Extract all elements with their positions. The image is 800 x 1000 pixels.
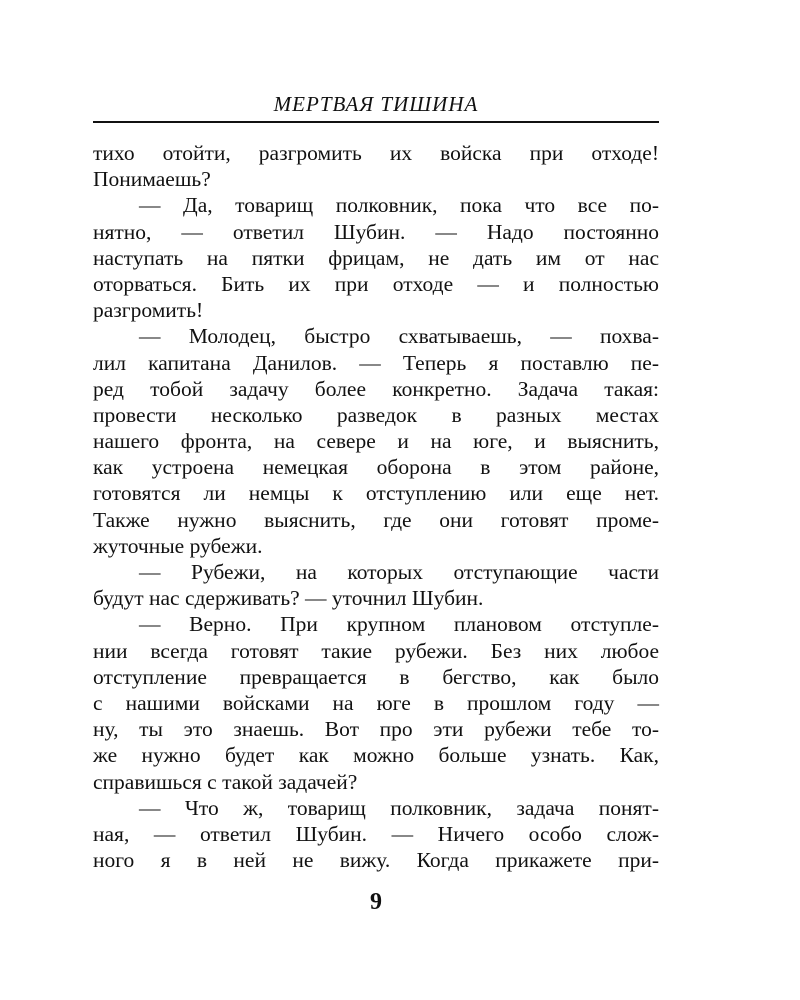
text-line: как устроена немецкая оборона в этом районе, xyxy=(93,455,659,480)
text-line: ного я в ней не вижу. Когда прикажете при- xyxy=(93,848,659,873)
text-line: тихо отойти, разгромить их войска при отходе! xyxy=(93,141,659,165)
book-page xyxy=(93,0,659,1000)
text-line: ред тобой задачу более конкретно. Задача такая: xyxy=(93,376,659,401)
text-line: — Верно. При крупном плановом отступле- xyxy=(139,612,659,637)
text-line: Также нужно выяснить, где они готовят проме- xyxy=(93,507,659,532)
text-line: ну, ты это знаешь. Вот про эти рубежи тебе то- xyxy=(93,717,659,742)
text-line: будут нас сдерживать? — уточнил Шубин. xyxy=(93,586,484,611)
text-line: жуточные рубежи. xyxy=(93,533,263,558)
text-line: — Молодец, быстро схватываешь, — похва- xyxy=(139,324,659,349)
text-line: нашего фронта, на севере и на юге, и выяснить, xyxy=(93,429,659,454)
text-line: с нашими войсками на юге в прошлом году — xyxy=(93,690,659,715)
text-line: провести несколько разведок в разных местах xyxy=(93,402,659,427)
header-rule xyxy=(93,121,659,123)
text-line: наступать на пятки фрицам, не дать им от нас xyxy=(93,245,659,270)
body-text xyxy=(93,140,659,873)
text-line: разгромить! xyxy=(93,298,204,323)
text-line: — Что ж, товарищ полковник, задача понят- xyxy=(139,795,659,820)
text-line: справишься с такой задачей? xyxy=(93,769,358,794)
text-line: же нужно будет как можно больше узнать. Как, xyxy=(93,743,659,768)
text-line: ная, — ответил Шубин. — Ничего особо слож- xyxy=(93,821,659,846)
text-line: — Рубежи, на которых отступающие части xyxy=(139,560,659,584)
text-line: — Да, товарищ полковник, пока что все по- xyxy=(139,193,659,218)
text-line: нии всегда готовят такие рубежи. Без них любое xyxy=(93,638,659,663)
text-line: нятно, — ответил Шубин. — Надо постоянно xyxy=(93,219,659,244)
text-line: лил капитана Данилов. — Теперь я поставлю пе- xyxy=(93,350,659,375)
running-head: МЕРТВАЯ ТИШИНА xyxy=(273,92,479,116)
text-line: готовятся ли немцы к отступлению или еще нет. xyxy=(93,481,659,506)
page-number: 9 xyxy=(370,889,382,915)
text-line: отступление превращается в бегство, как было xyxy=(93,664,659,689)
text-line: оторваться. Бить их при отходе — и полностью xyxy=(93,271,659,296)
text-line: Понимаешь? xyxy=(93,167,211,192)
